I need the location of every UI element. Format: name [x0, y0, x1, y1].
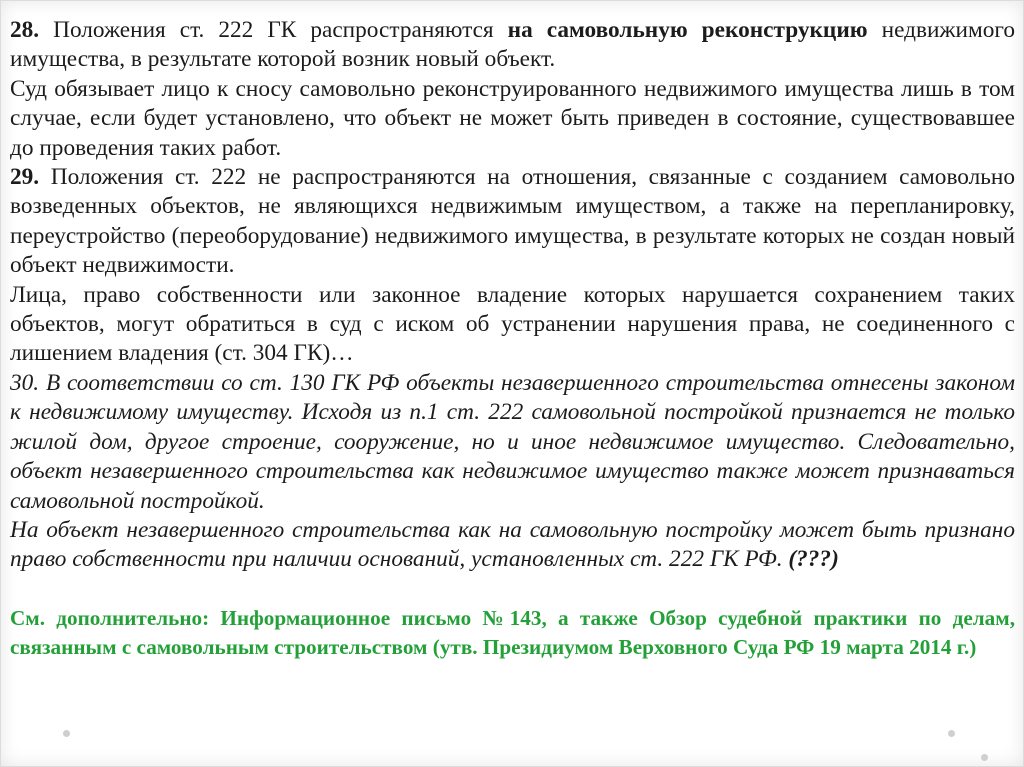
paragraph-30-ownership-text: На объект незавершенного строительства как на самовольную постройку может быть признано право собственности при наличии оснований, установленных ст. 222 ГК РФ.: [10, 516, 1015, 573]
paragraph-29-persons: Лица, право собственности или законное владение которых нарушается сохранением таких объектов, могут обратиться в суд с иском об устранении нарушения права, не соединенного с лишением владения (ст. 304 ГК)…: [10, 281, 1015, 367]
paragraph-30-ownership: [10, 516, 1015, 575]
paragraph-28-text-a: Положения ст. 222 ГК распространяются: [39, 17, 508, 43]
question-marks: (???): [788, 546, 839, 573]
paragraph-28-court: Суд обязывает лицо к сносу самовольно реконструированного недвижимого имущества лишь в том случае, если будет установлено, что объект не может быть приведен в состояние, существовавшее до проведения таких работ.: [10, 75, 1015, 161]
paragraph-number-29: 29.: [10, 164, 40, 191]
paragraph-number-28: 28.: [10, 17, 40, 43]
decorative-dot-right-1: [948, 730, 955, 737]
see-also-note: См. дополнительно: Информационное письмо №143, а также Обзор судебной практики по делам, связанным с самовольным строительством (утв. Президиумом Верховного Суда РФ 19 марта 2014 г.): [10, 606, 1015, 659]
decorative-dot-right-2: [981, 754, 988, 761]
paragraph-29-text: Положения ст. 222 не распространяются на отношения, связанные с созданием самовольно возведенных объектов, не являющихся недвижимым имуществом, а также на перепланировку, переустройство (переоборудование) недвижимого имущества, в результате которых не создан новый объект недвижимости.: [10, 164, 1015, 279]
paragraph-28-bold-text: на самовольную реконструкцию: [507, 17, 868, 43]
decorative-dot-left: [63, 730, 70, 737]
paragraph-29: [10, 163, 1015, 281]
paragraph-28-text-b: недвижимого имущества, в результате которой возник новый объект.: [10, 17, 1016, 73]
slide-content: [10, 16, 1015, 661]
paragraph-30: 30. В соответствии со ст. 130 ГК РФ объекты незавершенного строительства отнесены законом к недвижимому имуществу. Исходя из п.1 ст. 222 самовольной постройкой признается не только жилой дом, другое строение, сооружение, но и иное недвижимое имущество. Следовательно, объект незавершенного строительства как недвижимое имущество также может признаваться самовольной постройкой.: [10, 369, 1015, 514]
paragraph-28: [10, 16, 1015, 75]
spacer: [10, 575, 1015, 604]
